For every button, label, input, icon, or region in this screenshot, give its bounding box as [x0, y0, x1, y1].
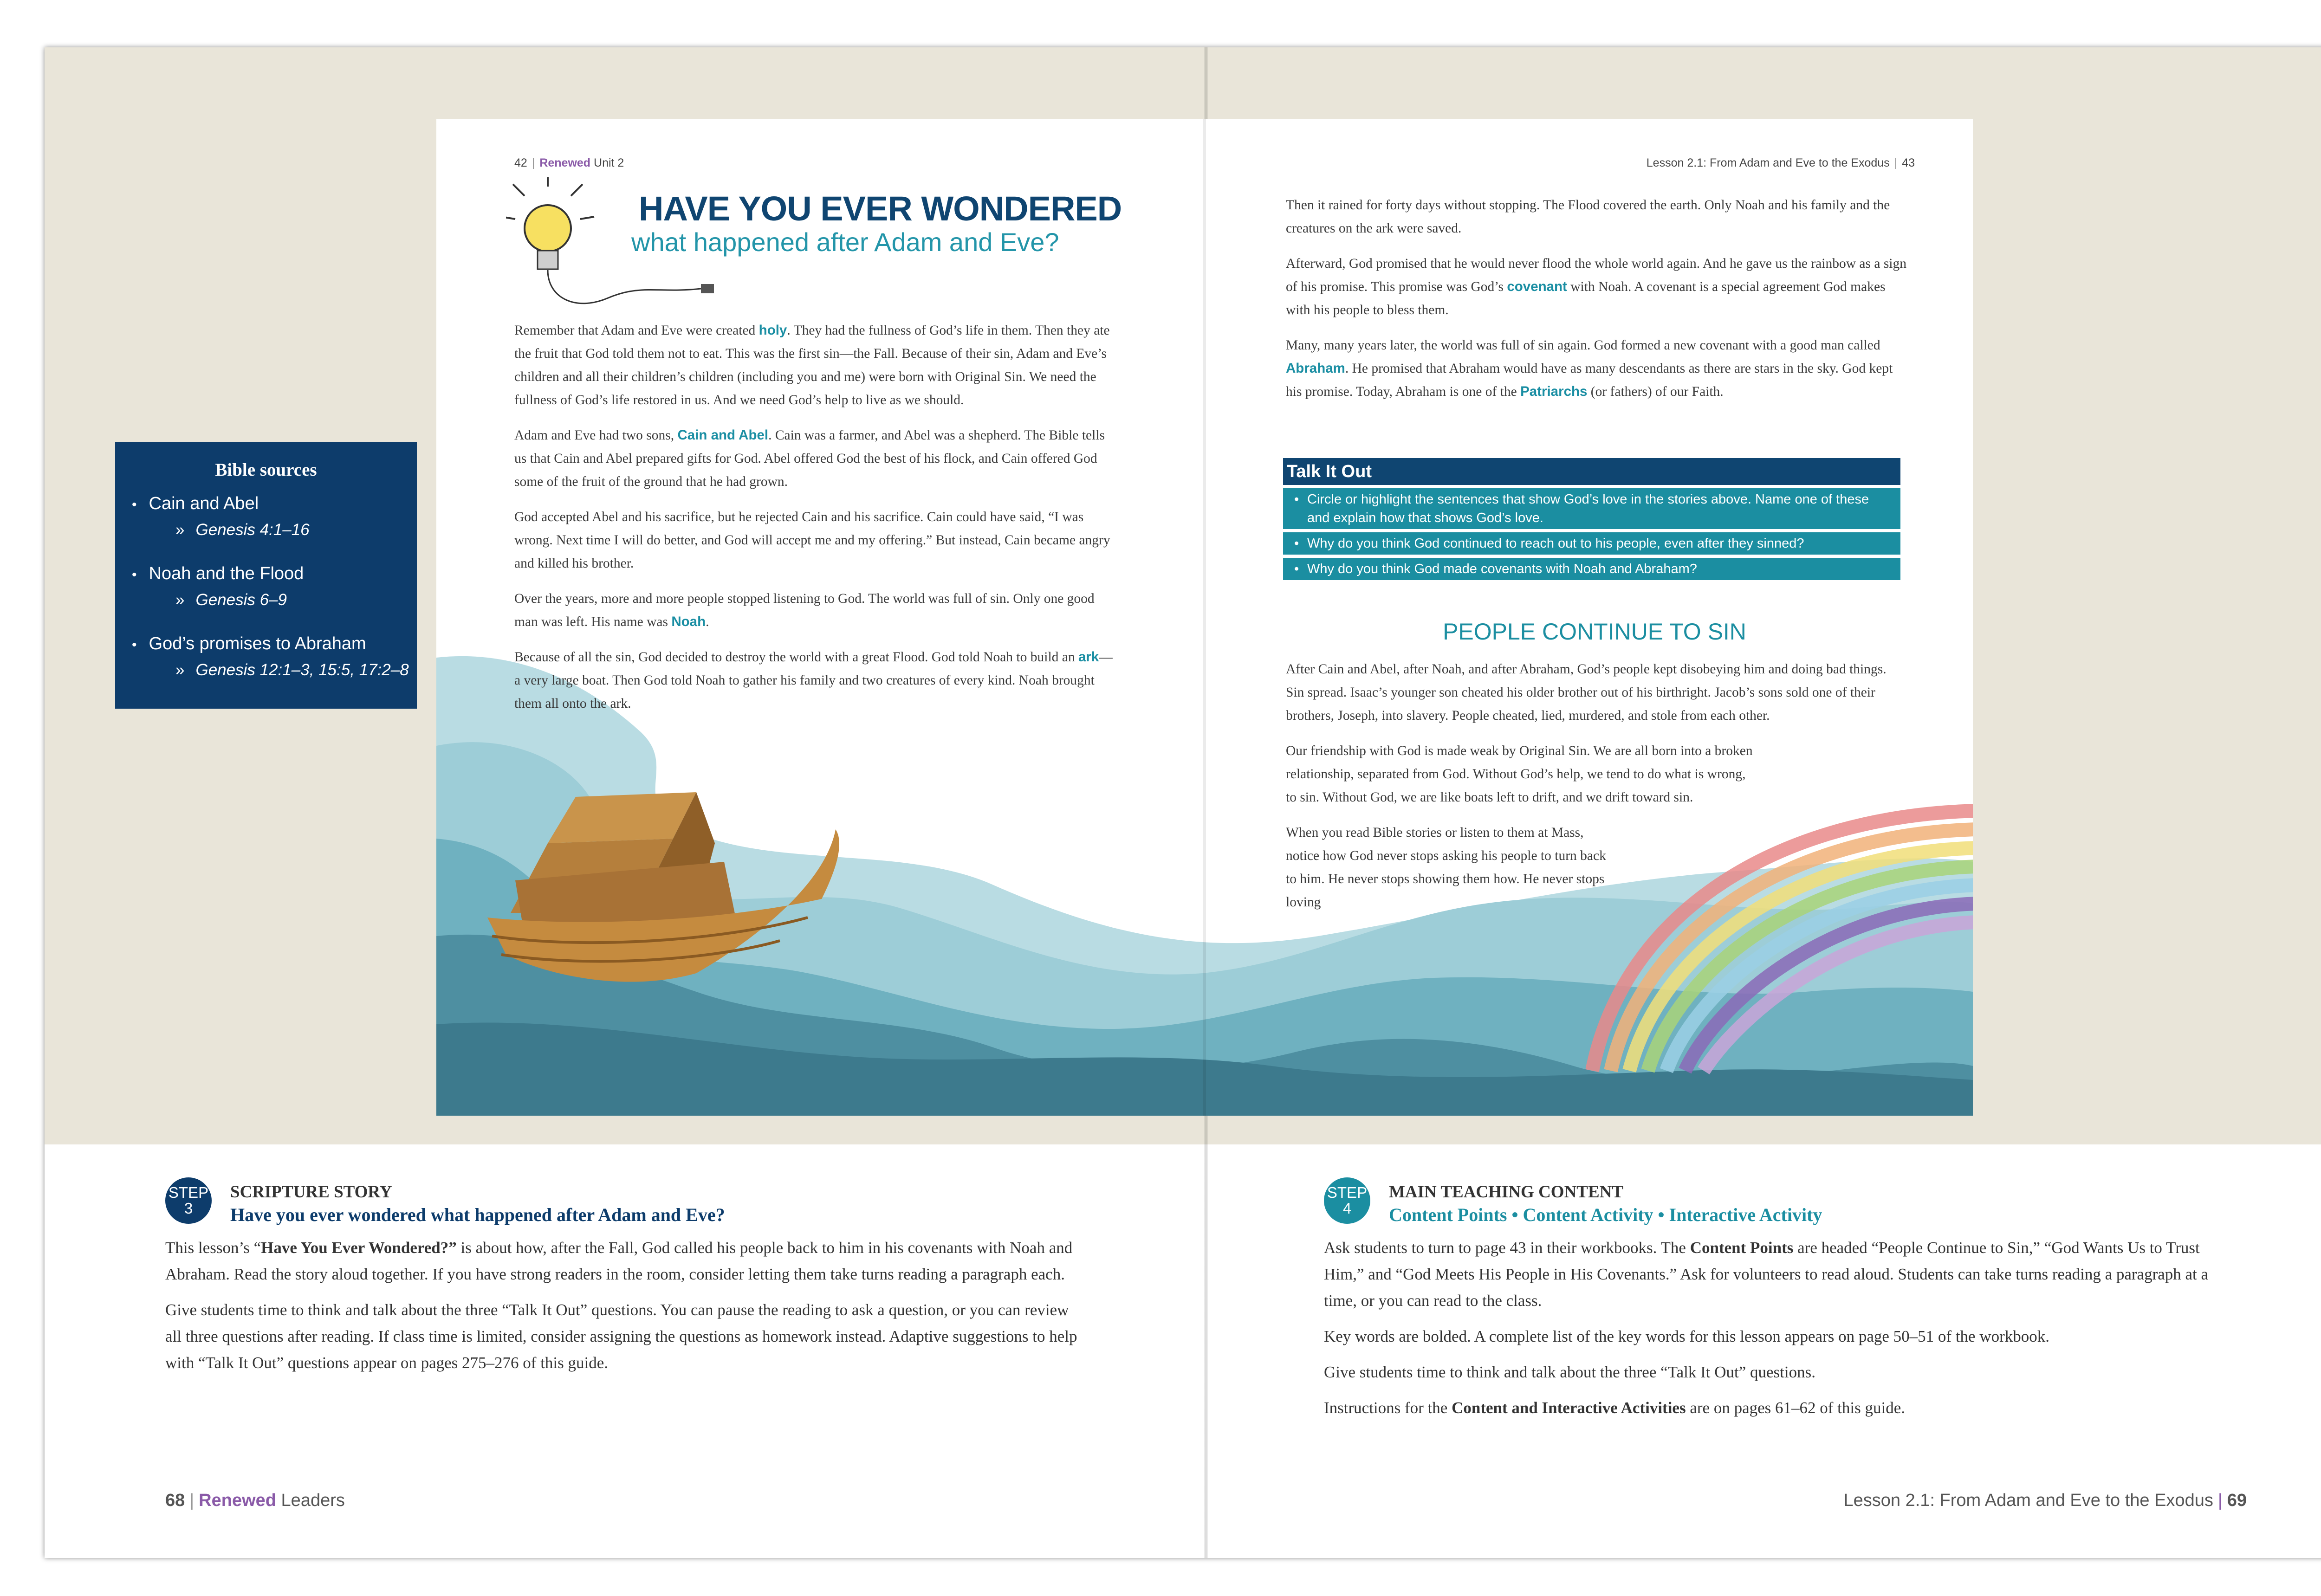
bible-sources-title: Bible sources — [215, 460, 317, 480]
paragraph — [514, 587, 1118, 633]
text: . Cain was a farmer, and Abel was a shepherd. The Bible tells us that Cain and Abel prepared gifts for God. Abel offered God the best of his flock, and Cain offered God some of the fruit of the ground that he had grown. — [514, 428, 1105, 489]
paragraph — [165, 1234, 1084, 1287]
text: God accepted Abel and his sacrifice, but he rejected Cain and his sacrifice. Cain could have said, “I was wrong. Next time I will do better, and God will accept me and my offering.” But instead, Cain became angry and killed his brother. — [514, 510, 1110, 571]
workbook-gutter — [1203, 119, 1206, 1116]
paragraph — [1286, 334, 1908, 403]
footer-text: Lesson 2.1: From Adam and Eve to the Exodus — [1843, 1491, 2213, 1510]
paragraph — [1324, 1234, 2243, 1314]
paragraph: Give students time to think and talk about the three “Talk It Out” questions. You can pause the reading to ask a question, or you can review all three questions after reading. If class time is limited, consider assigning the questions as homework instead. Adaptive suggestions to help with “Talk It Out” questions appear on pages 275–276 of this guide. — [165, 1301, 1077, 1372]
bold-text: Content Points — [1690, 1239, 1794, 1257]
text: Adam and Eve had two sons, — [514, 428, 678, 443]
list-item: • God’s promises to Abraham — [132, 633, 410, 656]
workbook-brand: Renewed — [539, 156, 591, 169]
workbook-left-text — [514, 319, 1118, 727]
keyword: Abraham — [1286, 361, 1345, 376]
paragraph — [514, 424, 1118, 493]
paragraph: Key words are bolded. A complete list of the key words for this lesson appears on page 50–51 of the workbook. — [1324, 1327, 2050, 1345]
talk-it-out-question: • Why do you think God made covenants with Noah and Abraham? — [1283, 558, 1900, 580]
list-item: • Noah and the Flood — [132, 563, 410, 586]
right-footer: Lesson 2.1: From Adam and Eve to the Exodus | 69 — [1843, 1491, 2247, 1510]
text: . They had the fullness of God’s life in them. Then they ate the fruit that God told them not to eat. This was the first sin—the Fall. Because of their sin, Adam and Eve’s children and all their children’s children (including you and me) were born with Original Sin. We need the fullness of God’s life restored in us. And we need God’s help to live as we should. — [514, 323, 1110, 407]
book-spread — [45, 47, 2321, 1558]
footer-text: Leaders — [281, 1491, 345, 1510]
bold-text: Content and Interactive Activities — [1452, 1399, 1686, 1417]
page-number: 68 — [165, 1491, 185, 1510]
step-4-subheading: Content Points • Content Activity • Interactive Activity — [1389, 1204, 1822, 1225]
paragraph: When you read Bible stories or listen to them at Mass, notice how God never stops asking his people to turn back to him. He never stops showing them how. He never stops loving — [1286, 825, 1606, 910]
keyword: Noah — [671, 614, 706, 629]
text: Then it rained for forty days without stopping. The Flood covered the earth. Only Noah and his family and the creatures on the ark were saved. — [1286, 198, 1890, 236]
step-3-text — [165, 1234, 1084, 1385]
workbook-right-text — [1286, 194, 1908, 415]
step-4-badge — [1324, 1177, 1370, 1224]
step-number: 3 — [184, 1200, 193, 1217]
step-label: STEP — [1327, 1184, 1368, 1201]
text: Remember that Adam and Eve were created — [514, 323, 759, 338]
paragraph: After Cain and Abel, after Noah, and after Abraham, God’s people kept disobeying him and doing bad things. Sin spread. Isaac’s younger son cheated his older brother out of his birthright. Jacob’s sons sold one of their brothers, Joseph, into slavery. People cheated, lied, murdered, and stole from each other. — [1286, 662, 1887, 723]
brand: Renewed — [199, 1491, 276, 1510]
text: Because of all the sin, God decided to destroy the world with a great Flood. God told Noah to build an — [514, 650, 1078, 665]
scripture-reference: » Genesis 4:1–16 — [175, 519, 410, 541]
text: are on pages 61–62 of this guide. — [1686, 1399, 1905, 1417]
bible-sources-list — [132, 493, 410, 703]
paragraph — [514, 319, 1118, 412]
keyword: covenant — [1507, 279, 1567, 294]
step-number: 4 — [1342, 1200, 1352, 1217]
workbook-title: HAVE YOU EVER WONDERED — [639, 189, 1122, 228]
workbook-right-header: Lesson 2.1: From Adam and Eve to the Exodus | 43 — [1646, 156, 1915, 169]
keyword: holy — [759, 323, 787, 338]
text: with Noah. A covenant is a special agreement God makes with his people to bless them. — [1286, 279, 1886, 317]
list-item: • Cain and Abel — [132, 493, 410, 516]
workbook-subtitle: what happened after Adam and Eve? — [631, 227, 1059, 257]
scripture-reference: » Genesis 12:1–3, 15:5, 17:2–8 — [175, 659, 410, 681]
bible-sources-box — [115, 442, 417, 709]
text: Ask students to turn to page 43 in their workbooks. The — [1324, 1239, 1690, 1257]
text: . He promised that Abraham would have as many descendants as there are stars in the sky. God kept his promise. Today, Abraham is one of the — [1286, 361, 1893, 399]
bold-text: Have You Ever Wondered?” — [261, 1239, 457, 1257]
scripture-reference: » Genesis 6–9 — [175, 589, 410, 611]
text: Over the years, more and more people stopped listening to God. The world was full of sin. Only one good man was left. His name was — [514, 591, 1095, 629]
talk-it-out-box — [1283, 458, 1900, 580]
paragraph — [1286, 252, 1908, 322]
talk-it-out-question: • Circle or highlight the sentences that show God’s love in the stories above. Name one of these and explain how that shows God’s love. — [1283, 488, 1900, 529]
step-label: STEP — [168, 1184, 209, 1201]
paragraph — [1324, 1395, 2243, 1421]
text: are headed “People Continue to Sin,” “God Wants Us to Trust Him,” and “God Meets His People in His Covenants.” Ask for volunteers to read aloud. Students can take turns reading a paragraph at a time, or you can read to the class. — [1324, 1239, 2209, 1310]
step-3-heading: SCRIPTURE STORY — [230, 1182, 392, 1202]
text: Many, many years later, the world was full of sin again. God formed a new covenant with a good man called — [1286, 338, 1880, 353]
step-4-text — [1324, 1234, 2243, 1430]
paragraph — [1286, 194, 1908, 240]
text: —a very large boat. Then God told Noah to gather his family and two creatures of every kind. Noah brought them all onto the ark. — [514, 650, 1113, 711]
workbook-right-page: 43 — [1902, 156, 1915, 169]
left-footer: 68 | Renewed Leaders — [165, 1491, 345, 1510]
step-4-heading: MAIN TEACHING CONTENT — [1389, 1182, 1624, 1202]
keyword: ark — [1078, 649, 1099, 665]
talk-it-out-question: • Why do you think God continued to reach out to his people, even after they sinned? — [1283, 532, 1900, 555]
step-3-badge — [165, 1177, 212, 1224]
keyword: Cain and Abel — [677, 427, 769, 443]
workbook-left-header: 42 | Renewed Unit 2 — [514, 156, 624, 169]
section-text — [1286, 658, 1887, 926]
workbook-left-page: 42 — [514, 156, 527, 169]
paragraph — [514, 646, 1118, 715]
text: Afterward, God promised that he would never flood the whole world again. And he gave us the rainbow as a sign of his promise. This promise was God’s — [1286, 256, 1906, 294]
workbook-lesson: Lesson 2.1: From Adam and Eve to the Exodus — [1646, 156, 1890, 169]
text: This lesson’s “ — [165, 1239, 261, 1257]
talk-it-out-title: Talk It Out — [1283, 458, 1900, 485]
text: Instructions for the — [1324, 1399, 1452, 1417]
paragraph: Give students time to think and talk about the three “Talk It Out” questions. — [1324, 1363, 1815, 1381]
page-number: 69 — [2227, 1491, 2247, 1510]
workbook-spread — [436, 119, 1973, 1116]
paragraph: Our friendship with God is made weak by Original Sin. We are all born into a broken relationship, separated from God. Without God’s help, we tend to do what is wrong, to sin. Without God, we are like boats left to drift, and we drift toward sin. — [1286, 743, 1753, 805]
paragraph — [514, 505, 1118, 575]
step-3-subheading: Have you ever wondered what happened after Adam and Eve? — [230, 1204, 725, 1225]
text: is about how, after the Fall, God called his people back to him in his covenants with Noah and Abraham. Read the story aloud together. If you have strong readers in the room, consider letting them take turns reading a paragraph each. — [165, 1239, 1073, 1283]
keyword: Patriarchs — [1520, 384, 1588, 399]
text: . — [706, 614, 709, 629]
workbook-unit: Unit 2 — [594, 156, 624, 169]
section-title: PEOPLE CONTINUE TO SIN — [1443, 619, 1746, 645]
text: (or fathers) of our Faith. — [1587, 384, 1724, 399]
